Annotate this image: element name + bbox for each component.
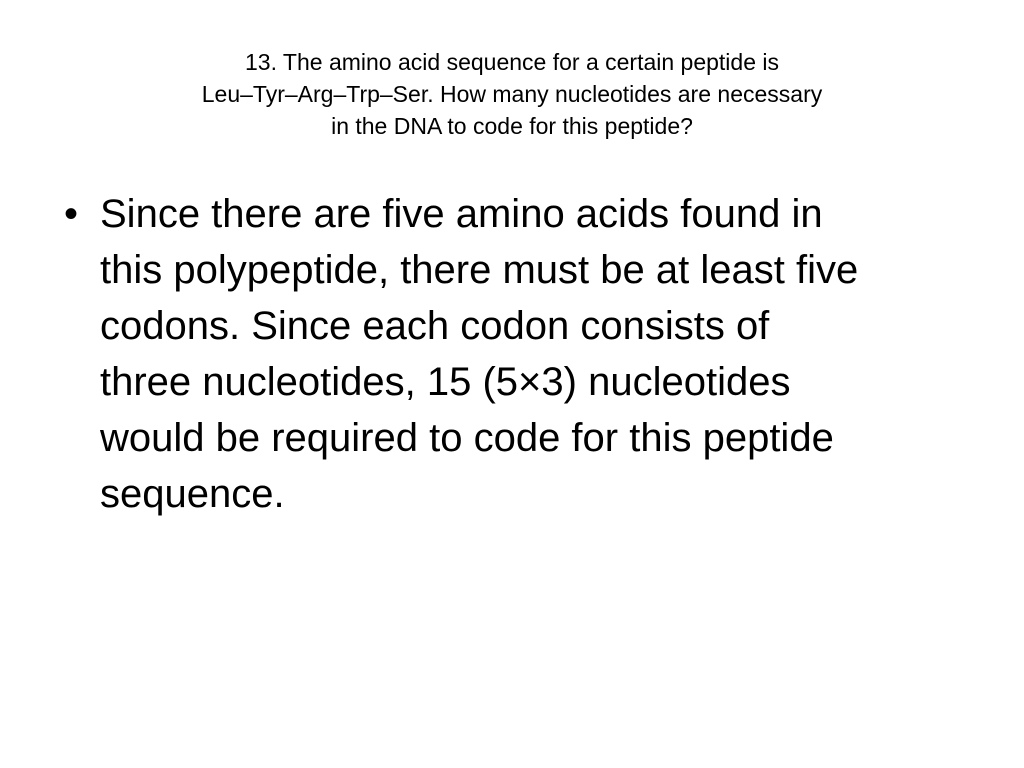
bullet-text-line: this polypeptide, there must be at least five	[100, 248, 859, 292]
bullet-list	[60, 186, 980, 522]
title-line: 13. The amino acid sequence for a certain peptide is	[244, 49, 780, 75]
bullet-text-line: three nucleotides, 15 (5×3) nucleotides	[100, 360, 791, 404]
bullet-item	[60, 186, 980, 522]
bullet-text-line: would be required to code for this peptide	[100, 416, 834, 460]
bullet-text-line: codons. Since each codon consists of	[100, 304, 770, 348]
bullet-marker: •	[64, 192, 79, 236]
bullet-text-line: Since there are five amino acids found in	[100, 192, 823, 236]
slide-title	[60, 46, 964, 142]
bullet-text-line: sequence.	[100, 472, 285, 516]
title-line: Leu–Tyr–Arg–Trp–Ser. How many nucleotides are necessary	[201, 81, 823, 107]
title-line: in the DNA to code for this peptide?	[331, 113, 693, 139]
